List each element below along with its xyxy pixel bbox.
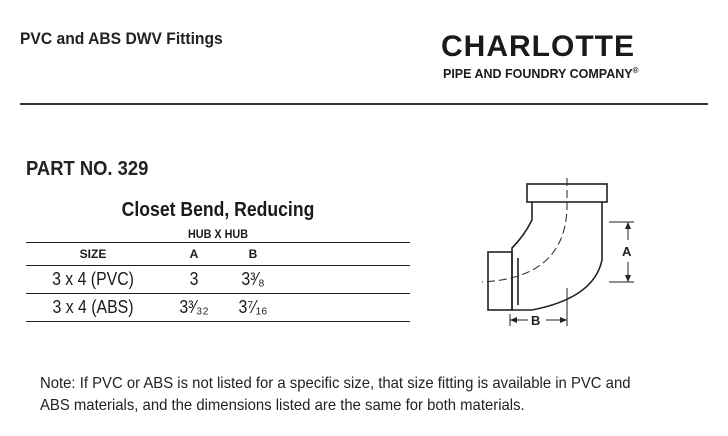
fitting-name: Closet Bend, Reducing: [121, 199, 315, 221]
column-header-size: SIZE: [79, 247, 107, 261]
bend-inner-curve: [512, 202, 532, 252]
dimension-table: [26, 242, 410, 322]
column-header-b: B: [248, 247, 258, 261]
dimension-b-cell: 3³⁄₈: [241, 269, 265, 289]
availability-note: Note: If PVC or ABS is not listed for a specific size, that size fitting is available in PVC and ABS materials, and the dimensions listed are the same for both materials.: [40, 375, 631, 414]
size-cell: 3 x 4 (PVC): [52, 269, 134, 289]
size-cell: 3 x 4 (ABS): [52, 297, 134, 317]
dimension-a-label: A: [622, 244, 632, 259]
table-header-row: [26, 242, 410, 265]
brand-subtitle-text: PIPE AND FOUNDRY COMPANY: [443, 67, 633, 82]
brand-logo-subtitle: [443, 66, 639, 81]
dimension-a-cell: 3³⁄₃₂: [179, 297, 209, 317]
connection-type: HUB X HUB: [187, 227, 248, 241]
centerline: [482, 178, 567, 282]
document-title: PVC and ABS DWV Fittings: [20, 29, 223, 48]
part-number: PART NO. 329: [26, 158, 149, 180]
header-divider: [20, 103, 708, 105]
registered-mark: ®: [632, 66, 639, 75]
dimension-b-cell: 3⁷⁄₁₆: [238, 297, 268, 317]
brand-logo-name: CHARLOTTE: [441, 30, 635, 63]
dimension-a-cell: 3: [189, 269, 199, 289]
table-row: [26, 265, 410, 293]
table-row: [26, 293, 410, 322]
dimension-b-label: B: [531, 313, 541, 328]
column-header-a: A: [189, 247, 199, 261]
closet-bend-drawing: [472, 178, 652, 338]
